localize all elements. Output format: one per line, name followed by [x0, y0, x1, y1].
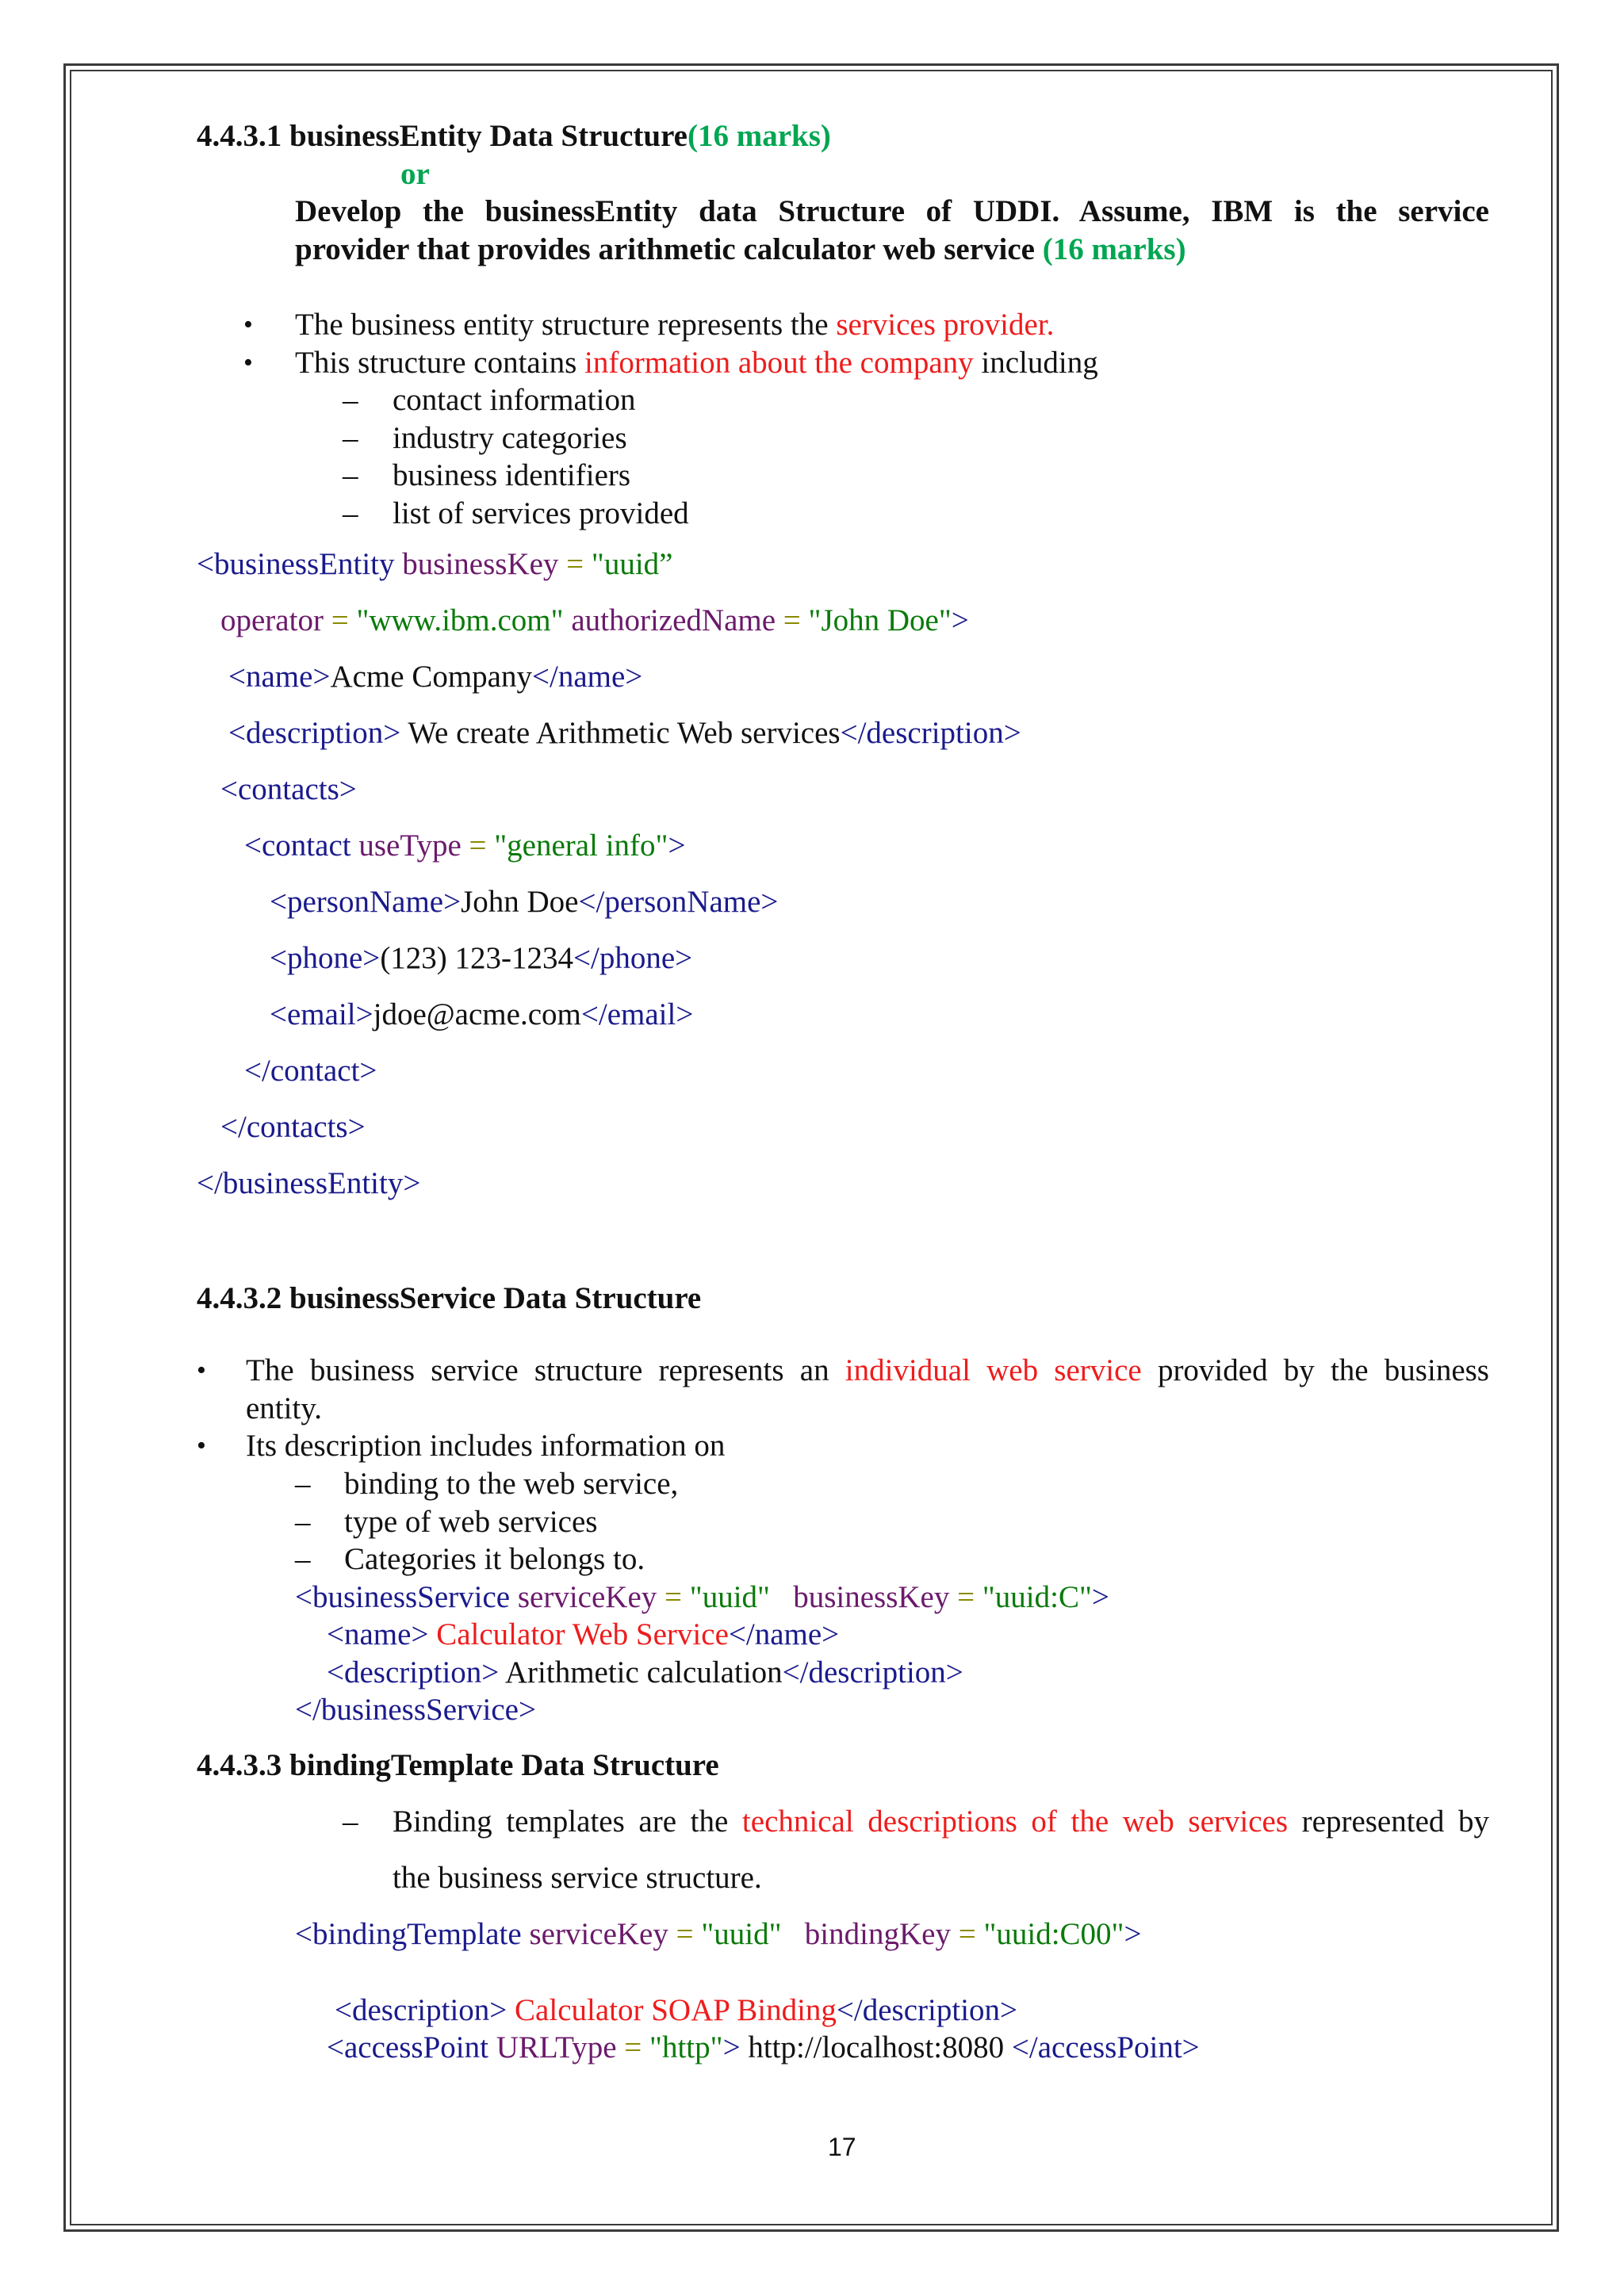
sub-item: list of services provided [393, 496, 689, 530]
dash-icon: – [343, 421, 358, 455]
xml-tag: <phone> [270, 941, 381, 975]
xml-tag: > [722, 2030, 741, 2064]
sub-item: contact information [393, 383, 636, 417]
xml-tag: </name> [531, 660, 643, 694]
xml-text: Acme Company [330, 660, 532, 694]
section-title: businessEntity Data Structure [289, 119, 688, 153]
page-border-inner [70, 70, 1553, 2225]
question-text: provider that provides arithmetic calculator web service [295, 232, 1035, 266]
sub-item: type of web services [344, 1505, 598, 1539]
xml-tag: > [1091, 1580, 1109, 1614]
code2-line-2 [327, 1616, 839, 1654]
xml-value: "uuid:C00" [983, 1917, 1124, 1951]
section-title: businessService Data Structure [289, 1281, 702, 1315]
section-title: bindingTemplate Data Structure [289, 1748, 719, 1782]
xml-tag: <accessPoint [327, 2030, 488, 2064]
xml-tag: > [1124, 1917, 1142, 1951]
xml-value: "general info" [494, 828, 668, 863]
code3-line-1 [295, 1915, 1141, 1954]
xml-attr: authorizedName [571, 603, 776, 637]
xml-attr: URLType [496, 2030, 617, 2064]
xml-eq: = [331, 603, 349, 637]
marks-label: (16 marks) [688, 119, 831, 153]
section-heading-4-4-3-1 [197, 117, 831, 155]
code-line-12: </businessEntity> [197, 1166, 421, 1200]
xml-eq: = [469, 828, 487, 863]
bullet-item-2 [295, 344, 1098, 382]
highlight-text: individual web service [845, 1353, 1142, 1387]
dash-icon: – [343, 1804, 358, 1839]
sub-item: Categories it belongs to. [344, 1542, 645, 1576]
xml-eq: = [665, 1580, 683, 1614]
xml-value: "www.ibm.com" [356, 603, 564, 637]
dash-icon: – [295, 1467, 311, 1501]
code-line-1 [197, 545, 673, 584]
xml-tag: <description> [335, 1993, 508, 2027]
xml-tag: </description> [840, 716, 1021, 750]
sub-item: binding to the web service, [344, 1467, 679, 1501]
xml-tag: </accessPoint> [1011, 2030, 1200, 2064]
xml-tag: <description> [327, 1655, 500, 1689]
bullet-icon: • [197, 1356, 206, 1385]
section-number: 4.4.3.1 [197, 119, 282, 153]
bullet-item-1 [246, 1352, 1489, 1390]
code-line-8 [270, 939, 692, 978]
dash-icon: – [343, 458, 358, 492]
xml-attr: bindingKey [804, 1917, 951, 1951]
section-heading-4-4-3-3 [197, 1747, 719, 1785]
section-number: 4.4.3.2 [197, 1281, 282, 1315]
question-line-2 [295, 231, 1186, 269]
bullet-item-1-cont: entity. [246, 1391, 323, 1425]
desc-text-end: represented by [1301, 1804, 1490, 1839]
desc-line-2: the business service structure. [393, 1861, 762, 1895]
question-marks: (16 marks) [1042, 232, 1186, 266]
xml-tag: <name> [327, 1617, 429, 1651]
xml-tag: <businessEntity [197, 547, 395, 581]
bullet-item-2: Its description includes information on [246, 1429, 726, 1463]
xml-tag: <businessService [295, 1580, 511, 1614]
xml-tag: </email> [580, 997, 694, 1031]
code-line-10: </contact> [244, 1054, 377, 1088]
bullet-text: This structure contains [295, 346, 577, 380]
xml-text: John Doe [461, 885, 579, 919]
highlight-text: information about the company [584, 346, 974, 380]
xml-tag: </name> [728, 1617, 840, 1651]
or-label: or [400, 157, 430, 191]
xml-attr: businessKey [793, 1580, 950, 1614]
bullet-item-1 [295, 306, 1054, 344]
dash-icon: – [295, 1505, 311, 1539]
xml-eq: = [783, 603, 801, 637]
sub-item: industry categories [393, 421, 627, 455]
dash-icon: – [295, 1542, 311, 1576]
xml-tag: <bindingTemplate [295, 1917, 522, 1951]
code2-line-1 [295, 1578, 1109, 1617]
xml-tag: </personName> [578, 885, 779, 919]
xml-attr: operator [220, 603, 324, 637]
bullet-text: The business entity structure represents the [295, 308, 829, 342]
desc-line-1 [393, 1803, 1489, 1841]
xml-text: We create Arithmetic Web services [400, 716, 841, 750]
xml-tag: <personName> [270, 885, 462, 919]
xml-tag: <contact [244, 828, 351, 863]
xml-tag: </description> [782, 1655, 963, 1689]
xml-tag: </phone> [573, 941, 693, 975]
code-line-6 [244, 827, 685, 865]
section-heading-4-4-3-2 [197, 1280, 701, 1318]
section-number: 4.4.3.3 [197, 1748, 282, 1782]
xml-eq: = [957, 1580, 975, 1614]
xml-text: Arithmetic calculation [499, 1655, 783, 1689]
code-line-4 [228, 714, 1021, 752]
code-line-5: <contacts> [220, 772, 357, 806]
code-line-2 [220, 602, 969, 640]
xml-value: "uuid" [689, 1580, 770, 1614]
dash-icon: – [343, 496, 358, 530]
code-line-11: </contacts> [220, 1110, 366, 1144]
xml-value: "uuid” [591, 547, 673, 581]
xml-attr: serviceKey [529, 1917, 668, 1951]
xml-attr: businessKey [402, 547, 559, 581]
xml-text-highlight: Calculator Web Service [428, 1617, 729, 1651]
xml-tag: <email> [270, 997, 373, 1031]
xml-value: "uuid:C" [982, 1580, 1092, 1614]
xml-value: "http" [649, 2030, 723, 2064]
bullet-icon: • [197, 1431, 206, 1460]
xml-tag: <name> [228, 660, 331, 694]
xml-text: (123) 123-1234 [380, 941, 574, 975]
bullet-text-end: including [981, 346, 1098, 380]
code-line-9 [270, 996, 693, 1034]
xml-tag: <description> [228, 716, 401, 750]
highlight-text: services provider. [836, 308, 1055, 342]
code-line-3 [228, 658, 642, 696]
xml-attr: useType [358, 828, 462, 863]
xml-tag: > [951, 603, 969, 637]
question-line-1: Develop the businessEntity data Structure of UDDI. Assume, IBM is the service [295, 194, 1489, 228]
bullet-text: The business service structure represents an [246, 1353, 829, 1387]
bullet-icon: • [243, 310, 253, 339]
xml-text: jdoe@acme.com [373, 997, 581, 1031]
xml-eq: = [676, 1917, 694, 1951]
xml-value: "John Doe" [808, 603, 952, 637]
xml-text-highlight: Calculator SOAP Binding [507, 1993, 837, 2027]
bullet-icon: • [243, 348, 253, 377]
page-number: 17 [828, 2133, 856, 2161]
xml-eq: = [566, 547, 584, 581]
bullet-text-end: provided by the business [1157, 1353, 1489, 1387]
xml-value: "uuid" [701, 1917, 782, 1951]
code2-line-4: </businessService> [295, 1693, 536, 1727]
code2-line-3 [327, 1654, 963, 1692]
code-line-7 [270, 883, 778, 921]
code3-line-3 [327, 2029, 1200, 2067]
dash-icon: – [343, 383, 358, 417]
xml-text: http://localhost:8080 [740, 2030, 1012, 2064]
xml-eq: = [624, 2030, 642, 2064]
code3-line-2 [335, 1992, 1017, 2030]
highlight-text: technical descriptions of the web services [741, 1804, 1289, 1839]
desc-text: Binding templates are the [393, 1804, 729, 1839]
xml-attr: serviceKey [517, 1580, 657, 1614]
xml-tag: > [668, 828, 686, 863]
sub-item: business identifiers [393, 458, 631, 492]
xml-eq: = [958, 1917, 976, 1951]
xml-tag: </description> [836, 1993, 1018, 2027]
